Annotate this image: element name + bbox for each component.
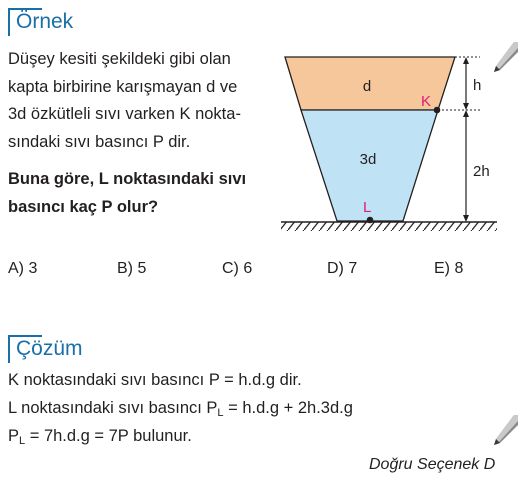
pencil-icon	[492, 42, 518, 72]
point-k-label: K	[421, 93, 432, 110]
height-2h-label: 2h	[473, 163, 490, 180]
problem-line: kapta birbirine karışmayan d ve	[8, 77, 238, 96]
problem-line: 3d özkütleli sıvı varken K nokta-	[8, 105, 241, 123]
option-d[interactable]: D) 7	[327, 260, 358, 277]
problem-line: Düşey kesiti şekildeki gibi olan	[8, 50, 231, 68]
problem-line: sındaki sıvı basıncı P dir.	[8, 132, 191, 151]
point-l-dot	[367, 217, 374, 224]
point-l-label: L	[363, 199, 372, 216]
question-line: basıncı kaç P olur?	[8, 197, 159, 216]
pencil-icon	[492, 415, 518, 445]
option-c[interactable]: C) 6	[222, 260, 253, 277]
solution-heading: Çözüm	[8, 335, 83, 361]
point-k-dot	[434, 107, 441, 114]
example-heading: Örnek	[8, 8, 73, 34]
solution-line-1: K noktasındaki sıvı basıncı P = h.d.g dir.	[8, 371, 302, 389]
bottom-liquid-label: 3d	[359, 151, 377, 168]
option-a[interactable]: A) 3	[8, 260, 38, 277]
top-liquid-label: d	[362, 78, 372, 95]
option-e[interactable]: E) 8	[434, 260, 464, 277]
correct-answer: Doğru Seçenek D	[369, 456, 496, 473]
option-b[interactable]: B) 5	[117, 260, 147, 277]
solution-line-2: L noktasındaki sıvı basıncı $P_L = h.d.g + 2h.3d.g$	[8, 399, 353, 419]
question-line: Buna göre, L noktasındaki sıvı	[8, 170, 247, 188]
solution-line-3: $P_L = 7h.d.g = 7P$ bulunur.	[8, 427, 192, 447]
ground-hatch	[281, 222, 497, 231]
height-h-label: h	[473, 77, 482, 94]
